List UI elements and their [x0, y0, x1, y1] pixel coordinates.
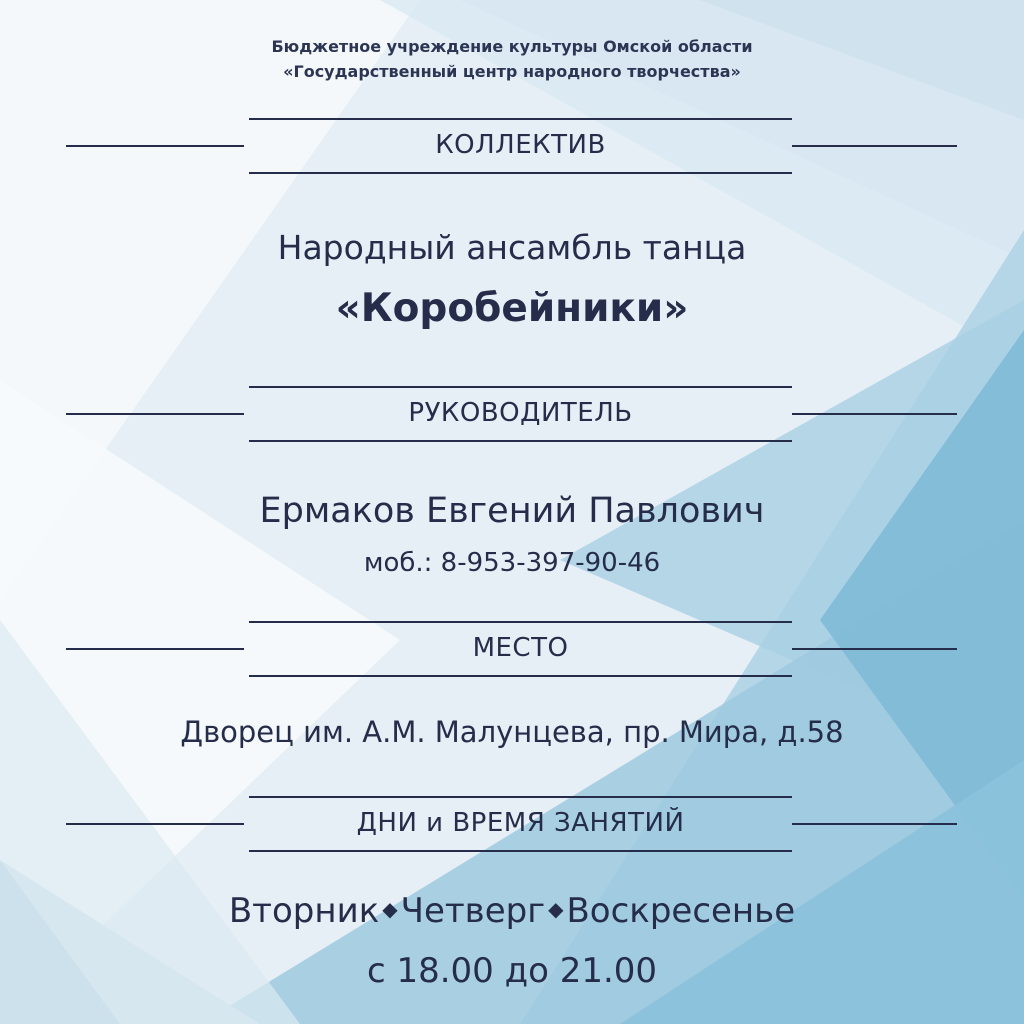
schedule-day-sunday: Воскресенье [566, 891, 796, 931]
divider-right [792, 145, 957, 147]
section-label-leader: РУКОВОДИТЕЛЬ [408, 398, 633, 428]
divider-top [249, 796, 792, 798]
divider-left [66, 823, 244, 825]
schedule-time: с 18.00 до 21.00 [366, 951, 658, 991]
section-header-schedule [0, 796, 1024, 852]
section-header-place [0, 621, 1024, 677]
organization-line-2: «Государственный центр народного творчества» [283, 62, 741, 81]
diamond-separator-icon: ◆ [548, 897, 564, 921]
section-label-collective: КОЛЛЕКТИВ [435, 130, 606, 160]
section-label-place: МЕСТО [472, 633, 569, 663]
section-header-collective [0, 118, 1024, 174]
divider-bottom [249, 675, 792, 677]
organization-line-1: Бюджетное учреждение культуры Омской области [271, 37, 753, 56]
divider-right [792, 648, 957, 650]
schedule-day-tuesday: Вторник [228, 891, 380, 931]
schedule-day-thursday: Четверг [400, 891, 546, 931]
ensemble-type: Народный ансамбль танца [277, 228, 747, 267]
venue-address: Дворец им. А.М. Малунцева, пр. Мира, д.58 [180, 715, 844, 749]
divider-left [66, 648, 244, 650]
diamond-separator-icon: ◆ [382, 897, 398, 921]
organization-block [0, 34, 1024, 84]
leader-name: Ермаков Евгений Павлович [259, 491, 765, 531]
section-header-leader [0, 386, 1024, 442]
divider-left [66, 145, 244, 147]
leader-phone: моб.: 8-953-397-90-46 [363, 548, 661, 578]
divider-left [66, 413, 244, 415]
schedule-days [0, 885, 1024, 935]
divider-top [249, 621, 792, 623]
divider-bottom [249, 850, 792, 852]
divider-bottom [249, 172, 792, 174]
divider-right [792, 823, 957, 825]
divider-bottom [249, 440, 792, 442]
divider-top [249, 118, 792, 120]
divider-right [792, 413, 957, 415]
divider-top [249, 386, 792, 388]
ensemble-name: «Коробейники» [335, 286, 689, 331]
section-label-schedule: ДНИ и ВРЕМЯ ЗАНЯТИЙ [356, 808, 685, 838]
